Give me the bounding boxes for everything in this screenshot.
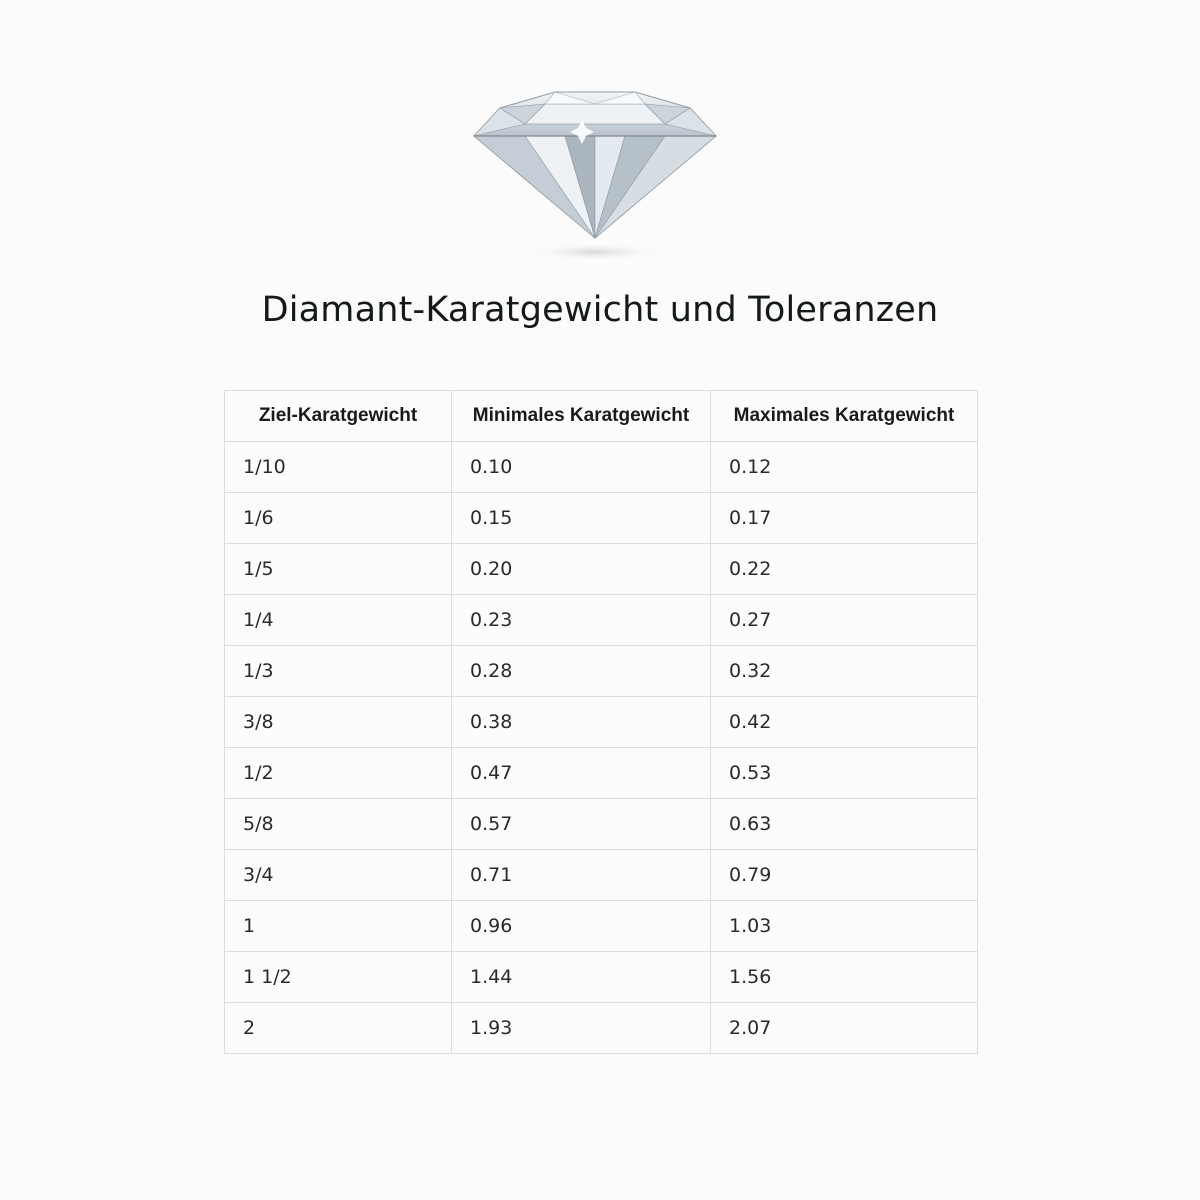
column-header-max-carat: Maximales Karatgewicht xyxy=(711,391,978,442)
column-header-target-carat: Ziel-Karatgewicht xyxy=(225,391,452,442)
target-carat-cell: 1/3 xyxy=(225,646,452,697)
max-carat-cell: 1.56 xyxy=(711,952,978,1003)
target-carat-cell: 1/6 xyxy=(225,493,452,544)
target-carat-cell: 1/10 xyxy=(225,442,452,493)
table-row xyxy=(225,1003,978,1054)
max-carat-cell: 0.12 xyxy=(711,442,978,493)
target-carat-cell: 3/4 xyxy=(225,850,452,901)
table-row xyxy=(225,646,978,697)
min-carat-cell: 0.23 xyxy=(452,595,711,646)
table-row xyxy=(225,748,978,799)
target-carat-cell: 1 xyxy=(225,901,452,952)
max-carat-cell: 1.03 xyxy=(711,901,978,952)
min-carat-cell: 0.57 xyxy=(452,799,711,850)
table-row xyxy=(225,952,978,1003)
table-header-row xyxy=(225,391,978,442)
target-carat-cell: 1/5 xyxy=(225,544,452,595)
min-carat-cell: 1.44 xyxy=(452,952,711,1003)
max-carat-cell: 2.07 xyxy=(711,1003,978,1054)
target-carat-cell: 3/8 xyxy=(225,697,452,748)
max-carat-cell: 0.63 xyxy=(711,799,978,850)
min-carat-cell: 0.38 xyxy=(452,697,711,748)
table-row xyxy=(225,850,978,901)
min-carat-cell: 0.71 xyxy=(452,850,711,901)
carat-tolerance-table xyxy=(224,390,978,1054)
min-carat-cell: 0.20 xyxy=(452,544,711,595)
table-row xyxy=(225,442,978,493)
diamond-icon xyxy=(460,80,730,270)
target-carat-cell: 2 xyxy=(225,1003,452,1054)
min-carat-cell: 0.15 xyxy=(452,493,711,544)
target-carat-cell: 5/8 xyxy=(225,799,452,850)
table-row xyxy=(225,697,978,748)
min-carat-cell: 0.47 xyxy=(452,748,711,799)
min-carat-cell: 0.96 xyxy=(452,901,711,952)
min-carat-cell: 1.93 xyxy=(452,1003,711,1054)
max-carat-cell: 0.22 xyxy=(711,544,978,595)
max-carat-cell: 0.53 xyxy=(711,748,978,799)
min-carat-cell: 0.28 xyxy=(452,646,711,697)
table-row xyxy=(225,901,978,952)
min-carat-cell: 0.10 xyxy=(452,442,711,493)
max-carat-cell: 0.42 xyxy=(711,697,978,748)
table-row xyxy=(225,595,978,646)
page-title: Diamant-Karatgewicht und Toleranzen xyxy=(261,290,939,330)
column-header-min-carat: Minimales Karatgewicht xyxy=(452,391,711,442)
max-carat-cell: 0.32 xyxy=(711,646,978,697)
target-carat-cell: 1/2 xyxy=(225,748,452,799)
target-carat-cell: 1 1/2 xyxy=(225,952,452,1003)
target-carat-cell: 1/4 xyxy=(225,595,452,646)
max-carat-cell: 0.17 xyxy=(711,493,978,544)
table-row xyxy=(225,493,978,544)
max-carat-cell: 0.27 xyxy=(711,595,978,646)
table-row xyxy=(225,544,978,595)
table-row xyxy=(225,799,978,850)
max-carat-cell: 0.79 xyxy=(711,850,978,901)
